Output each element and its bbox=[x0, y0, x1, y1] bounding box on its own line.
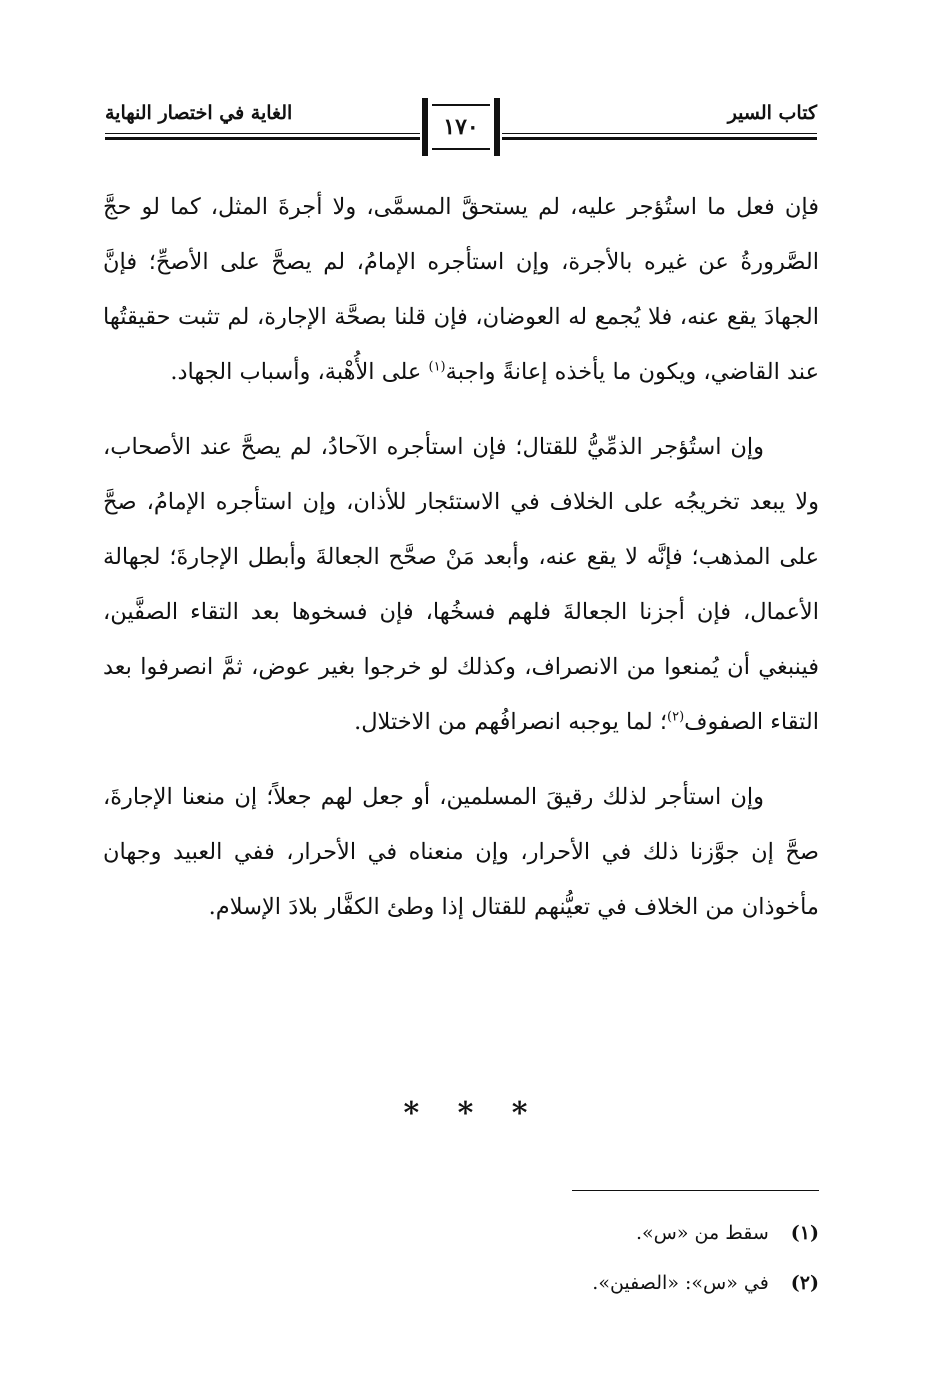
paragraph-3 bbox=[103, 770, 819, 935]
section-separator: * * * bbox=[403, 1096, 542, 1131]
running-header bbox=[105, 96, 817, 166]
footnote-1-text: سقط من «س». bbox=[636, 1222, 769, 1244]
paragraph-2 bbox=[103, 420, 819, 750]
book-title: الغاية في اختصار النهاية bbox=[105, 102, 293, 124]
frame-bar-left bbox=[422, 98, 428, 156]
page-number-frame bbox=[420, 96, 502, 158]
main-text bbox=[103, 180, 819, 955]
footnote-2-text: في «س»: «الصفين». bbox=[592, 1272, 769, 1294]
footnote-2 bbox=[300, 1258, 819, 1308]
paragraph-1-tail: على الأُهْبة، وأسباب الجهاد. bbox=[170, 359, 429, 385]
frame-bar-right bbox=[494, 98, 500, 156]
footnote-1-number: (١) bbox=[790, 1222, 819, 1244]
footnote-2-number: (٢) bbox=[790, 1272, 819, 1294]
paragraph-1 bbox=[103, 180, 819, 400]
paragraph-2-tail: ؛ لما يوجبه انصرافُهم من الاختلال. bbox=[354, 709, 668, 735]
footnote-ref-1[interactable]: (١) bbox=[428, 359, 446, 375]
paragraph-1-text: فإن فعل ما استُؤجر عليه، لم يستحقَّ المسمَّى، ولا أجرةَ المثل، كما لو حجَّ الصَّرورةُ عن غيره بالأجرة، وإن استأجره الإمامُ، لم يصحَّ على الأصحِّ؛ فإنَّ الجهادَ يقع عنه، فلا يُجمع له العوضان، فإن قلنا بصحَّة الإجارة، لم تثبت حقيقتُها عند القاضي، ويكون ما يأخذه إعانةً واجبة bbox=[103, 194, 819, 385]
footnotes bbox=[300, 1208, 819, 1308]
footnote-rule bbox=[572, 1190, 819, 1191]
page-number: ١٧٠ bbox=[432, 104, 490, 150]
footnote-1 bbox=[300, 1208, 819, 1258]
chapter-title: كتاب السير bbox=[727, 102, 817, 124]
paragraph-2-text: وإن استُؤجر الذمِّيُّ للقتال؛ فإن استأجره الآحادُ، لم يصحَّ عند الأصحاب، ولا يبعد تخريجُه على الخلاف في الاستئجار للأذان، وإن استأجره الإمامُ، صحَّ على المذهب؛ فإنَّه لا يقع عنه، وأبعد مَنْ صحَّح الجعالةَ وأبطل الإجارةَ؛ لجهالة الأعمال، فإن أجزنا الجعالةَ فلهم فسخُها، فإن فسخوها بعد التقاء الصفَّين، فينبغي أن يُمنعوا من الانصراف، وكذلك لو خرجوا بغير عوض، ثمَّ انصرفوا بعد التقاء الصفوف bbox=[103, 434, 819, 735]
footnote-ref-2[interactable]: (٢) bbox=[667, 709, 685, 725]
paragraph-3-text: وإن استأجر لذلك رقيقَ المسلمين، أو جعل لهم جعلاً؛ إن منعنا الإجارةَ، صحَّ إن جوَّزنا ذلك في الأحرار، وإن منعناه في الأحرار، ففي العبيد وجهان مأخوذان من الخلاف في تعيُّنهم للقتال إذا وطئ الكفَّار بلادَ الإسلام. bbox=[103, 784, 819, 920]
